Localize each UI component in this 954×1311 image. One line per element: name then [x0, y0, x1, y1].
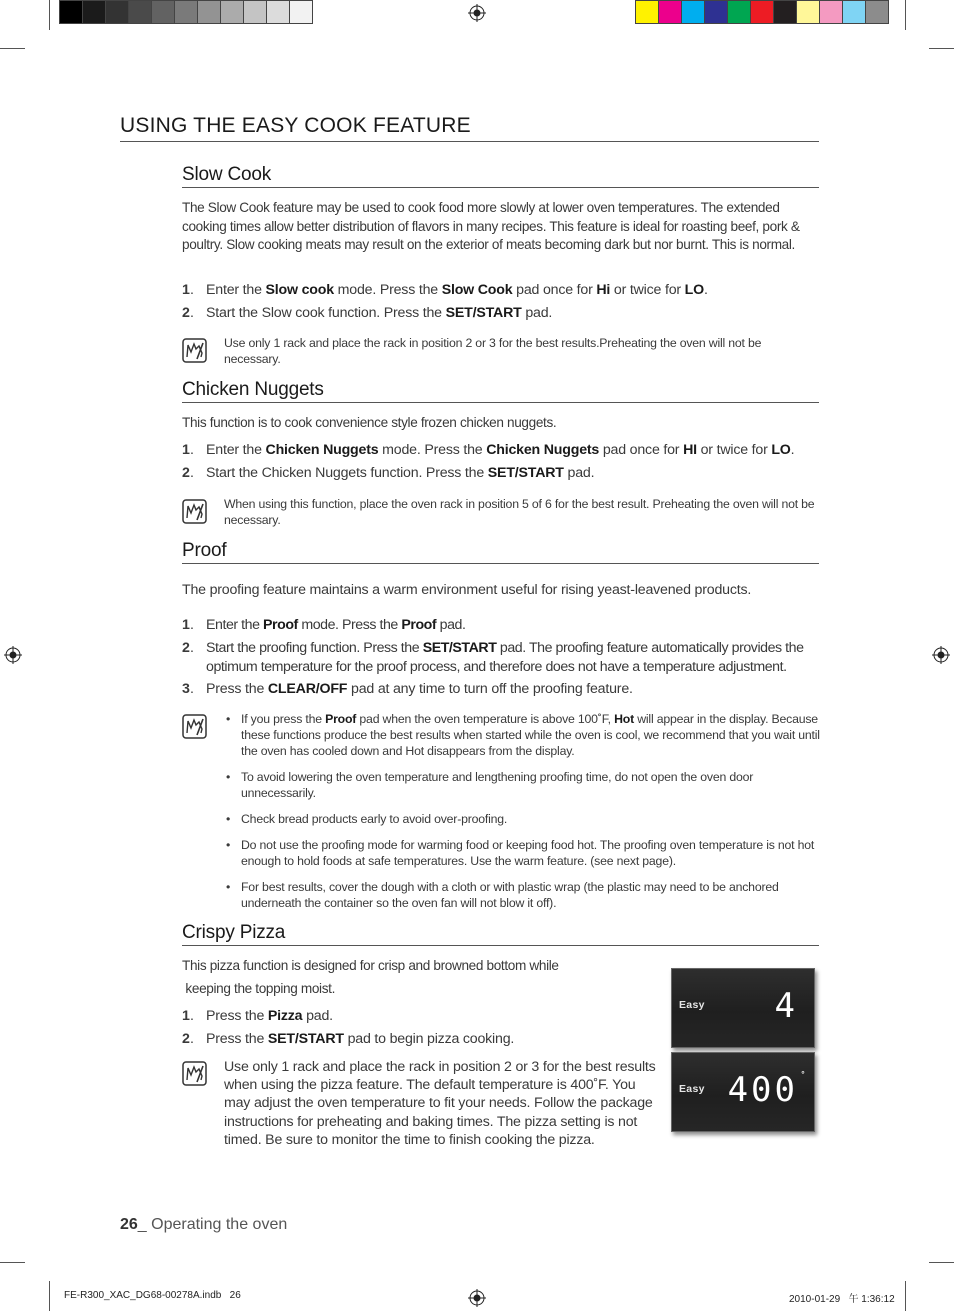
- proof-step-3: 3 . Press the CLEAR/OFF pad at any time to turn off the proofing feature.: [182, 681, 633, 697]
- color-swatch: [659, 0, 682, 24]
- step-number: 1: [182, 617, 190, 633]
- gray-swatch: [106, 0, 129, 24]
- page-number: 26: [120, 1216, 138, 1233]
- gray-swatch: [244, 0, 267, 24]
- display-mode-label: Easy: [679, 1083, 705, 1095]
- oven-display-easy-400: [671, 1052, 815, 1132]
- gray-swatch: [267, 0, 290, 24]
- gray-swatch: [83, 0, 106, 24]
- step-number: 2: [182, 1031, 190, 1047]
- crispy-pizza-intro-line-1: This pizza function is designed for crisp and browned bottom while: [182, 958, 559, 973]
- note-icon: [182, 1061, 207, 1086]
- list-item: • For best results, cover the dough with a cloth or with plastic wrap (the plastic may need to be anchored underneath the container so the oven fan will not blow it off).: [224, 879, 824, 911]
- color-swatch: [635, 0, 659, 24]
- crop-mark: [929, 48, 954, 49]
- list-item: • Check bread products early to avoid over-proofing.: [224, 811, 824, 827]
- grayscale-color-bar: [59, 0, 313, 24]
- list-item: • To avoid lowering the oven temperature and lengthening proofing time, do not open the oven door unnecessarily.: [224, 769, 824, 801]
- section-heading-slow-cook: Slow Cook: [182, 164, 819, 188]
- slow-cook-note: Use only 1 rack and place the rack in position 2 or 3 for the best results.Preheating the oven will not be necessary.: [224, 336, 762, 366]
- list-item: • If you press the Proof pad when the oven temperature is above 100˚F, Hot will appear in the display. Because these functions produce the best results when started while the oven is cool, we recommend that you wait until the oven has cooled down and Hot disappears from the display.: [224, 711, 824, 759]
- proof-notes-list: [224, 711, 824, 921]
- step-number: 1: [182, 1008, 190, 1024]
- step-number: 1: [182, 442, 190, 458]
- crispy-pizza-step-2: 2 . Press the SET/START pad to begin pizza cooking.: [182, 1031, 515, 1047]
- gray-swatch: [221, 0, 244, 24]
- step-number: 1: [182, 282, 190, 298]
- page-footer: [120, 1216, 287, 1234]
- note-icon: [182, 714, 207, 739]
- crispy-pizza-step-1: 1 . Press the Pizza pad.: [182, 1008, 333, 1024]
- color-swatch: [843, 0, 866, 24]
- crop-mark: [49, 1281, 50, 1311]
- color-swatch: [820, 0, 843, 24]
- oven-display-easy-4: [671, 968, 815, 1048]
- step-number: 3: [182, 681, 190, 697]
- degree-symbol: ˚: [801, 1071, 805, 1083]
- slow-cook-step-1: 1 . Enter the Slow cook mode. Press the Slow Cook pad once for Hi or twice for LO.: [182, 282, 708, 298]
- chicken-nuggets-note: When using this function, place the oven rack in position 5 of 6 for the best result. Preheating the oven will not be necessary.: [224, 497, 815, 527]
- crop-mark: [905, 0, 906, 30]
- gray-swatch: [290, 0, 313, 24]
- crop-mark: [0, 1262, 25, 1263]
- crop-mark: [49, 0, 50, 30]
- print-slug-file: FE-R300_XAC_DG68-00278A.indb 26: [64, 1290, 241, 1301]
- crispy-pizza-intro-line-2: keeping the topping moist.: [182, 981, 336, 996]
- registration-mark-icon: [932, 646, 950, 664]
- list-item: • Do not use the proofing mode for warming food or keeping food hot. The proofing oven temperature is not hot enough to hold foods at safe temperatures. Use the warm feature. (see next page).: [224, 837, 824, 869]
- gray-swatch: [198, 0, 221, 24]
- registration-mark-icon: [468, 4, 486, 22]
- color-swatch: [866, 0, 889, 24]
- proof-intro: The proofing feature maintains a warm environment useful for rising yeast-leavened products.: [182, 582, 752, 598]
- footer-section: _ Operating the oven: [137, 1216, 288, 1233]
- registration-mark-icon: [468, 1289, 486, 1307]
- crop-mark: [929, 1262, 954, 1263]
- slow-cook-step-2: 2 . Start the Slow cook function. Press the SET/START pad.: [182, 305, 553, 321]
- step-number: 2: [182, 305, 190, 321]
- process-color-bar: [635, 0, 889, 24]
- registration-mark-icon: [4, 646, 22, 664]
- crop-mark: [905, 1281, 906, 1311]
- step-number: 2: [182, 465, 190, 481]
- display-mode-label: Easy: [679, 999, 705, 1011]
- crop-mark: [0, 48, 25, 49]
- display-value: 4: [774, 986, 798, 1026]
- note-icon: [182, 338, 207, 363]
- step-number: 2: [182, 640, 190, 656]
- color-swatch: [682, 0, 705, 24]
- display-value: 400: [727, 1070, 798, 1110]
- proof-step-1: 1 . Enter the Proof mode. Press the Proof pad.: [182, 617, 466, 633]
- section-heading-chicken-nuggets: Chicken Nuggets: [182, 379, 819, 403]
- chicken-nuggets-intro: This function is to cook convenience style frozen chicken nuggets.: [182, 415, 557, 430]
- slow-cook-intro: The Slow Cook feature may be used to cook food more slowly at lower oven temperatures. The extended cooking times allow better distribution of flavors in many recipes. This feature is ideal for roasting beef, pork & poultry. Slow cooking meats may result on the exterior of meats becoming dark but nor burnt. This is normal.: [182, 200, 800, 252]
- note-icon: [182, 499, 207, 524]
- print-slug-date: 2010-01-29 午 1:36:12: [789, 1294, 895, 1305]
- section-heading-proof: Proof: [182, 540, 819, 564]
- proof-step-2: 2 . Start the proofing function. Press the SET/START pad. The proofing feature automatically provides the optimum temperature for the proof process, and therefore does not have a temperature adjustment.: [182, 640, 804, 675]
- color-swatch: [728, 0, 751, 24]
- color-swatch: [751, 0, 774, 24]
- crispy-pizza-note: Use only 1 rack and place the rack in position 2 or 3 for the best results when using the pizza feature. The default temperature is 400˚F. You may adjust the oven temperature to fit your needs. Follow the package instructions for preheating and baking times. The pizza setting is not timed. Be sure to monitor the time to finish cooking the pizza.: [224, 1059, 656, 1148]
- gray-swatch: [129, 0, 152, 24]
- section-heading-crispy-pizza: Crispy Pizza: [182, 922, 819, 946]
- gray-swatch: [59, 0, 83, 24]
- color-swatch: [774, 0, 797, 24]
- gray-swatch: [152, 0, 175, 24]
- page-title: USING THE EASY COOK FEATURE: [120, 114, 819, 142]
- chicken-nuggets-step-2: 2 . Start the Chicken Nuggets function. Press the SET/START pad.: [182, 465, 595, 481]
- color-swatch: [797, 0, 820, 24]
- color-swatch: [705, 0, 728, 24]
- chicken-nuggets-step-1: 1 . Enter the Chicken Nuggets mode. Press the Chicken Nuggets pad once for HI or twice for LO.: [182, 442, 795, 458]
- gray-swatch: [175, 0, 198, 24]
